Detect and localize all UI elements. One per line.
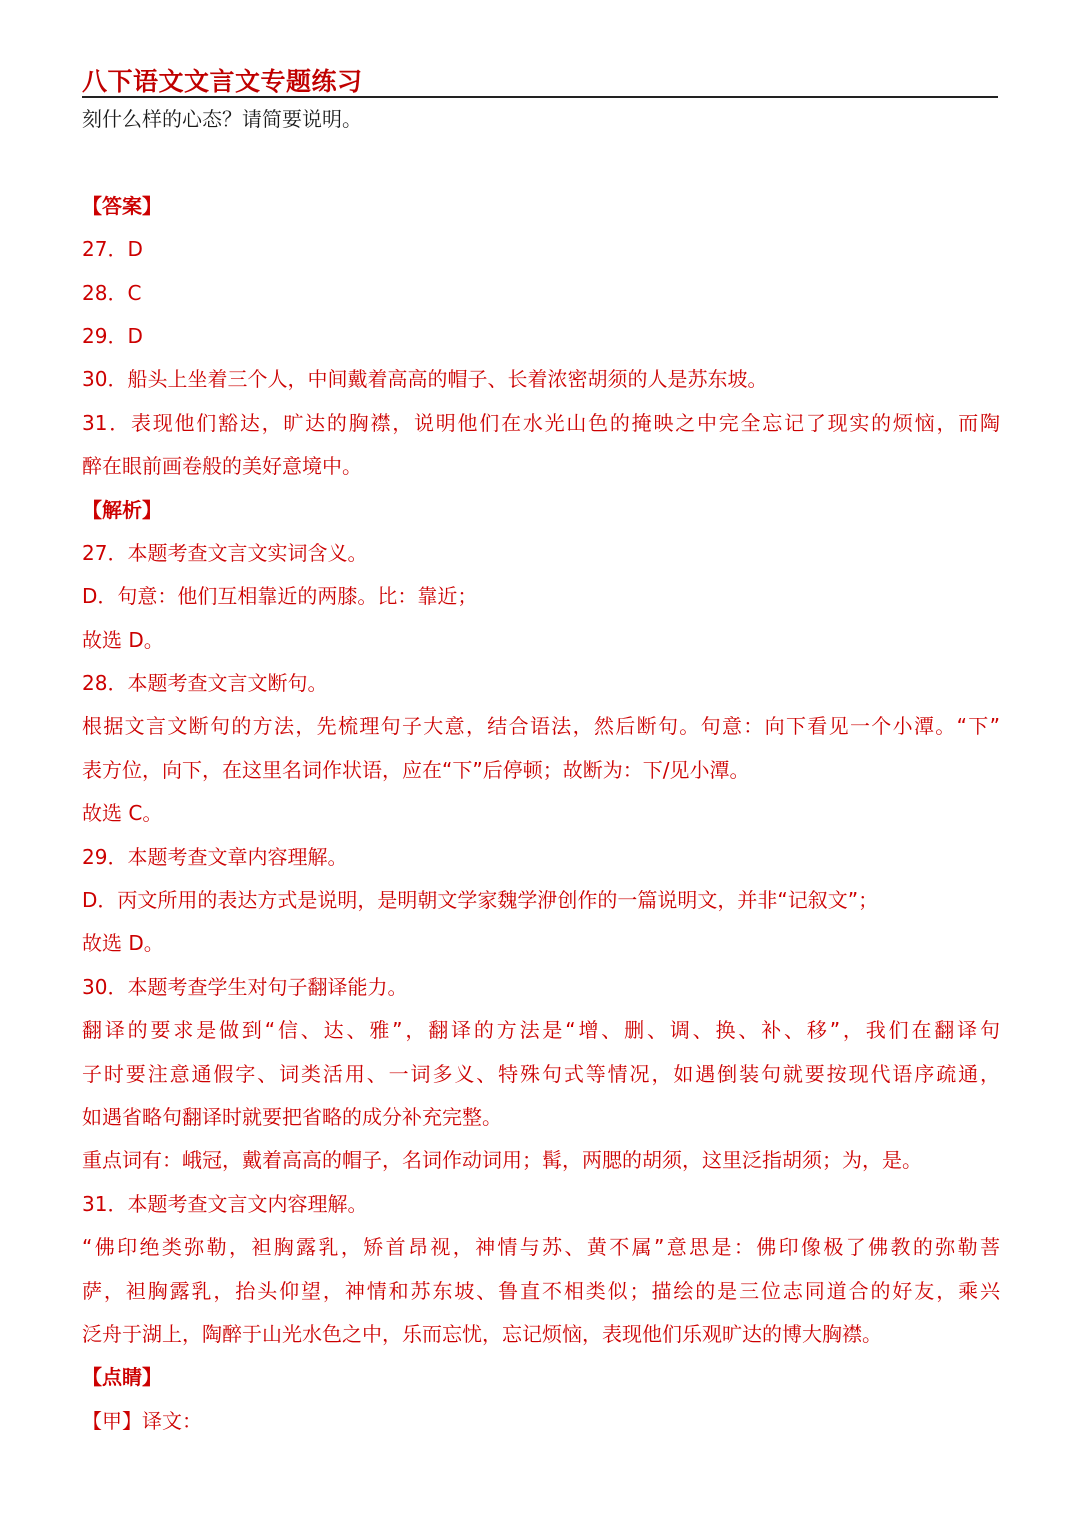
analysis-27-line-2: D．句意：他们互相靠近的两膝。比：靠近； <box>82 584 478 609</box>
document-body <box>82 98 1000 1443</box>
header-title: 八下语文文言文专题练习 <box>82 67 363 96</box>
blank-gap <box>82 141 1000 184</box>
answer-30: 30．船头上坐着三个人，中间戴着高高的帽子、长着浓密胡须的人是苏东坡。 <box>82 367 768 392</box>
analysis-30-line-5: 重点词有：峨冠，戴着高高的帽子，名词作动词用；髯，两腮的胡须，这里泛指胡须；为，是。 <box>82 1148 922 1173</box>
answer-31-line-2: 醉在眼前画卷般的美好意境中。 <box>82 454 362 479</box>
jia-translation-label: 【甲】译文： <box>82 1408 202 1433</box>
analysis-27-line-1: 27．本题考查文言文实词含义。 <box>82 540 368 565</box>
answer-29: 29．D <box>82 323 143 348</box>
analysis-29-line-2: D．丙文所用的表达方式是说明，是明朝文学家魏学洢创作的一篇说明文，并非“记叙文”； <box>82 888 879 913</box>
analysis-31-line-2: “佛印绝类弥勒，袒胸露乳，矫首昂视，神情与苏、黄不属”意思是：佛印像极了佛教的弥勒菩 <box>82 1235 1000 1260</box>
analysis-31-line-1: 31．本题考查文言文内容理解。 <box>82 1191 368 1216</box>
analysis-31-line-4: 泛舟于湖上，陶醉于山光水色之中，乐而忘忧，忘记烦恼，表现他们乐观旷达的博大胸襟。 <box>82 1321 882 1346</box>
dianjing-heading: 【点睛】 <box>82 1365 162 1390</box>
analysis-30-line-1: 30．本题考查学生对句子翻译能力。 <box>82 974 408 999</box>
analysis-27-line-3: 故选 D。 <box>82 627 164 652</box>
analysis-30-line-3: 子时要注意通假字、词类活用、一词多义、特殊句式等情况，如遇倒装句就要按现代语序疏通， <box>82 1061 1000 1086</box>
answer-28: 28．C <box>82 280 142 305</box>
answer-heading: 【答案】 <box>82 193 162 218</box>
page-header <box>82 58 998 98</box>
analysis-28-line-1: 28．本题考查文言文断句。 <box>82 671 328 696</box>
analysis-28-line-3: 表方位，向下，在这里名词作状语，应在“下”后停顿；故断为：下/见小潭。 <box>82 757 750 782</box>
analysis-30-line-2: 翻译的要求是做到“信、达、雅”，翻译的方法是“增、删、调、换、补、移”，我们在翻译句 <box>82 1018 1000 1043</box>
analysis-28-line-2: 根据文言文断句的方法，先梳理句子大意，结合语法，然后断句。句意：向下看见一个小潭。“下” <box>82 714 1000 739</box>
analysis-30-line-4: 如遇省略句翻译时就要把省略的成分补充完整。 <box>82 1104 502 1129</box>
analysis-29-line-1: 29．本题考查文章内容理解。 <box>82 844 348 869</box>
analysis-29-line-3: 故选 D。 <box>82 931 164 956</box>
analysis-28-line-4: 故选 C。 <box>82 801 163 826</box>
analysis-heading: 【解析】 <box>82 497 162 522</box>
question-tail: 刻什么样的心态？请简要说明。 <box>82 107 362 131</box>
analysis-31-line-3: 萨，袒胸露乳，抬头仰望，神情和苏东坡、鲁直不相类似；描绘的是三位志同道合的好友，乘兴 <box>82 1278 1000 1303</box>
answer-31-line-1: 31．表现他们豁达，旷达的胸襟，说明他们在水光山色的掩映之中完全忘记了现实的烦恼，而陶 <box>82 410 1000 435</box>
answer-27: 27．D <box>82 237 143 262</box>
